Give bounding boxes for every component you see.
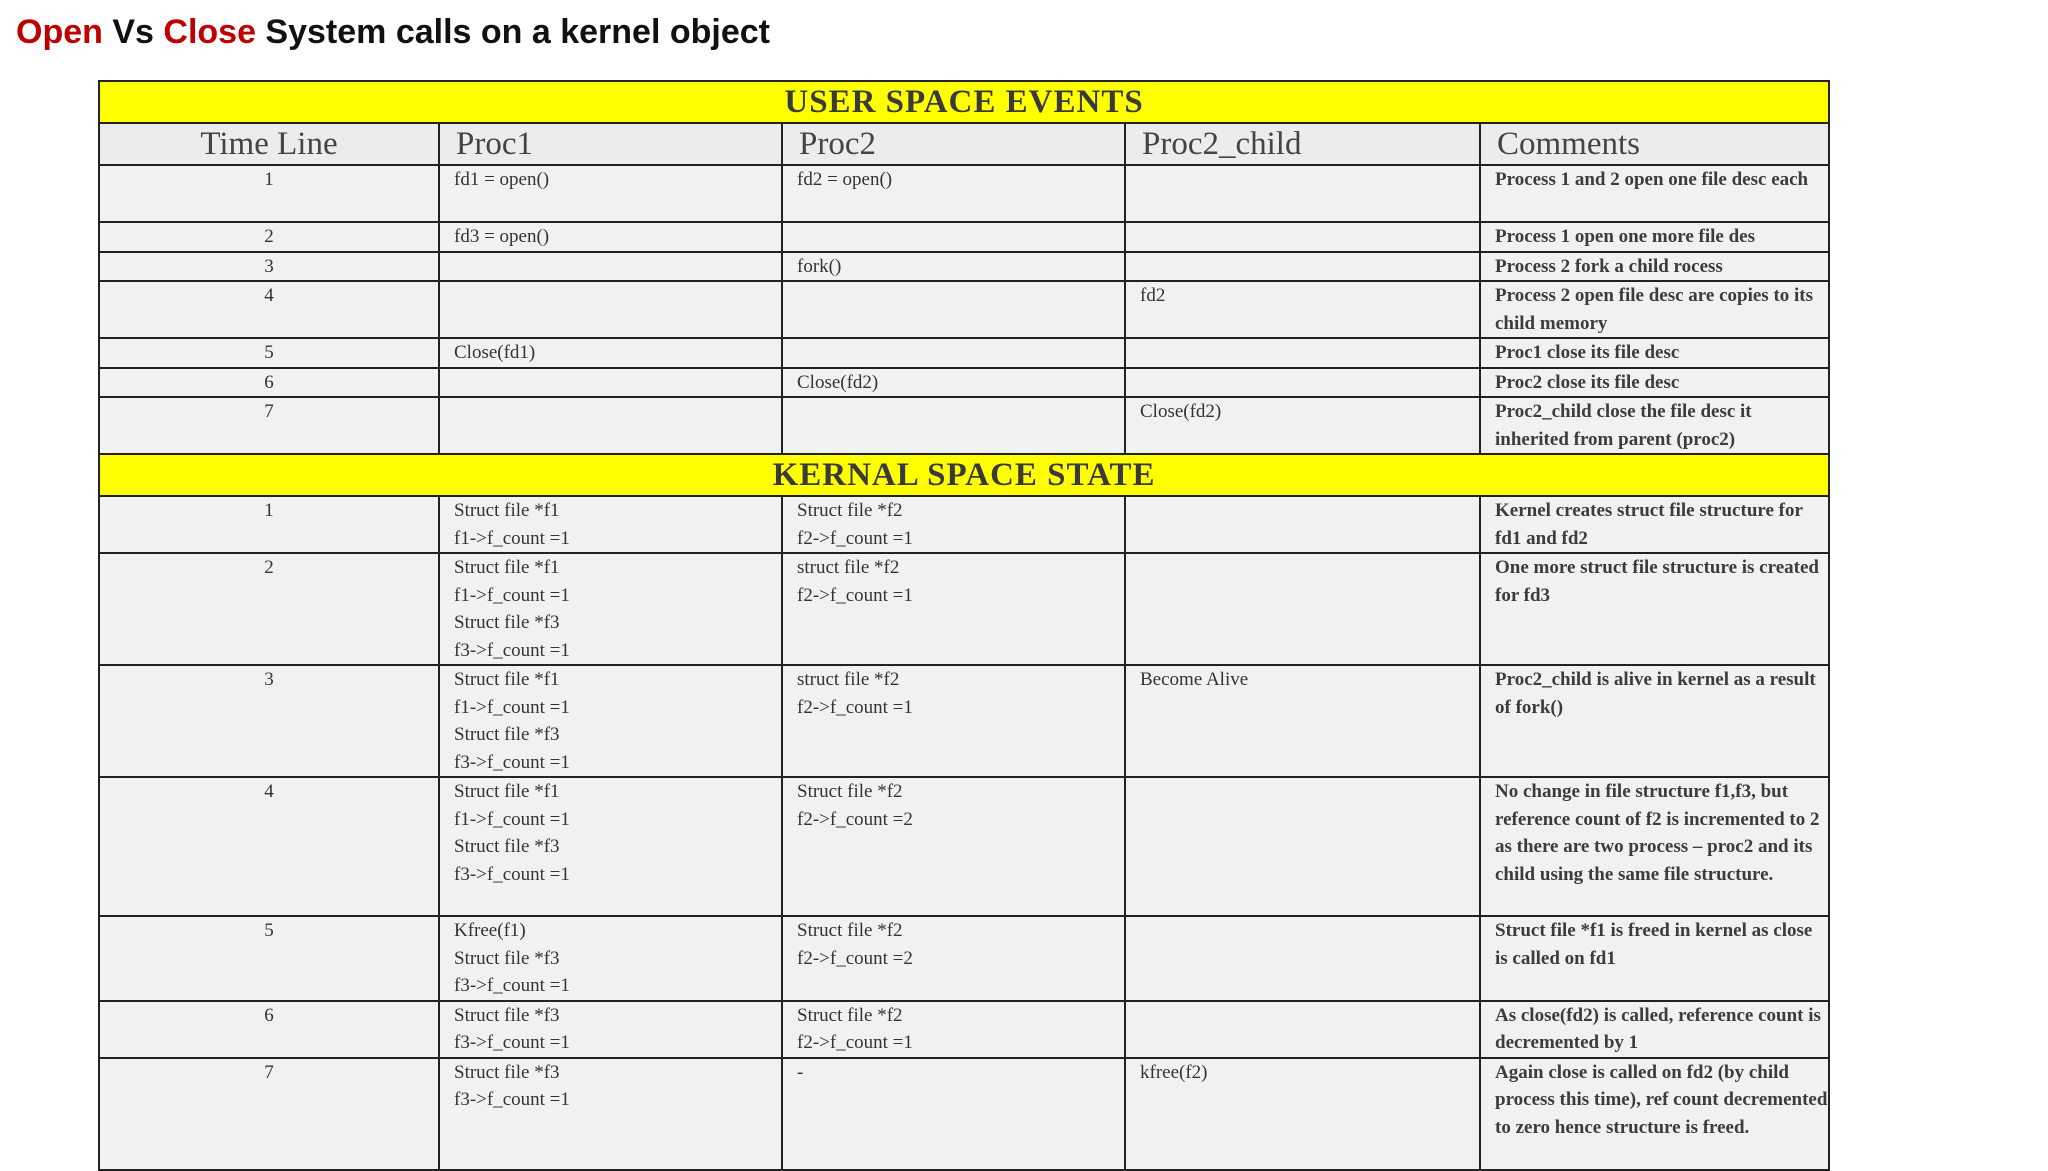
proc2-child-cell: fd2 (1125, 281, 1480, 338)
proc2-cell: fork() (782, 252, 1125, 282)
column-header-comments: Comments (1480, 123, 1829, 165)
proc1-cell: Struct file *f1 f1->f_count =1 (439, 496, 782, 553)
kernel-row-2 (99, 553, 1829, 665)
user-space-section-row (99, 81, 1829, 123)
time-cell: 5 (99, 338, 439, 368)
user-row-2 (99, 222, 1829, 252)
proc1-cell: Struct file *f1 f1->f_count =1 Struct file *f3 f3->f_count =1 (439, 553, 782, 665)
title-close-word: Close (163, 13, 256, 51)
comment-cell: Process 2 fork a child rocess (1480, 252, 1829, 282)
user-row-4 (99, 281, 1829, 338)
proc2-cell: Struct file *f2 f2->f_count =1 (782, 1001, 1125, 1058)
time-cell: 7 (99, 397, 439, 454)
comment-cell: Kernel creates struct file structure for fd1 and fd2 (1480, 496, 1829, 553)
column-header-proc2-child: Proc2_child (1125, 123, 1480, 165)
proc2-cell (782, 222, 1125, 252)
proc2-cell: fd2 = open() (782, 165, 1125, 222)
kernel-row-5 (99, 916, 1829, 1001)
proc1-cell (439, 397, 782, 454)
proc2-child-cell (1125, 338, 1480, 368)
title-open-word: Open (16, 13, 103, 51)
proc1-cell: fd1 = open() (439, 165, 782, 222)
comment-cell: Proc2 close its file desc (1480, 368, 1829, 398)
title-rest: System calls on a kernel object (255, 13, 770, 51)
proc1-cell: Struct file *f1 f1->f_count =1 Struct file *f3 f3->f_count =1 (439, 665, 782, 777)
time-cell: 4 (99, 281, 439, 338)
time-cell: 7 (99, 1058, 439, 1170)
proc2-cell: Struct file *f2 f2->f_count =1 (782, 496, 1125, 553)
proc2-cell (782, 281, 1125, 338)
proc2-cell: Struct file *f2 f2->f_count =2 (782, 916, 1125, 1001)
user-space-section-title: USER SPACE EVENTS (99, 81, 1829, 123)
proc1-cell (439, 368, 782, 398)
kernel-row-3 (99, 665, 1829, 777)
proc1-cell: Struct file *f3 f3->f_count =1 (439, 1001, 782, 1058)
comment-cell: No change in file structure f1,f3, but reference count of f2 is incremented to 2 as there are two process – proc2 and its child using the same file structure. (1480, 777, 1829, 916)
proc2-child-cell: kfree(f2) (1125, 1058, 1480, 1170)
proc2-child-cell (1125, 252, 1480, 282)
proc2-cell: Close(fd2) (782, 368, 1125, 398)
events-table-wrapper (98, 80, 1828, 1171)
column-header-row (99, 123, 1829, 165)
proc2-child-cell (1125, 553, 1480, 665)
proc2-child-cell (1125, 222, 1480, 252)
proc2-child-cell (1125, 777, 1480, 916)
proc2-child-cell (1125, 496, 1480, 553)
time-cell: 3 (99, 665, 439, 777)
time-cell: 6 (99, 1001, 439, 1058)
events-table (98, 80, 1830, 1171)
proc2-cell (782, 338, 1125, 368)
comment-cell: As close(fd2) is called, reference count is decremented by 1 (1480, 1001, 1829, 1058)
kernel-row-1 (99, 496, 1829, 553)
time-cell: 5 (99, 916, 439, 1001)
user-row-1 (99, 165, 1829, 222)
time-cell: 3 (99, 252, 439, 282)
comment-cell: Struct file *f1 is freed in kernel as close is called on fd1 (1480, 916, 1829, 1001)
proc2-child-cell (1125, 916, 1480, 1001)
proc2-child-cell (1125, 1001, 1480, 1058)
comment-cell: Proc2_child close the file desc it inherited from parent (proc2) (1480, 397, 1829, 454)
time-cell: 2 (99, 553, 439, 665)
title-vs-word: Vs (102, 13, 164, 51)
kernel-row-7 (99, 1058, 1829, 1170)
proc2-child-cell: Close(fd2) (1125, 397, 1480, 454)
proc1-cell: Close(fd1) (439, 338, 782, 368)
comment-cell: Proc2_child is alive in kernel as a result of fork() (1480, 665, 1829, 777)
user-row-7 (99, 397, 1829, 454)
comment-cell: Process 2 open file desc are copies to its child memory (1480, 281, 1829, 338)
slide-title (16, 6, 770, 58)
proc2-cell: struct file *f2 f2->f_count =1 (782, 553, 1125, 665)
proc1-cell: Kfree(f1) Struct file *f3 f3->f_count =1 (439, 916, 782, 1001)
comment-cell: Proc1 close its file desc (1480, 338, 1829, 368)
column-header-time-line: Time Line (99, 123, 439, 165)
time-cell: 1 (99, 165, 439, 222)
proc2-cell: - (782, 1058, 1125, 1170)
time-cell: 1 (99, 496, 439, 553)
kernel-space-section-row (99, 454, 1829, 496)
kernel-row-4 (99, 777, 1829, 916)
column-header-proc1: Proc1 (439, 123, 782, 165)
user-row-3 (99, 252, 1829, 282)
comment-cell: Process 1 and 2 open one file desc each (1480, 165, 1829, 222)
user-row-6 (99, 368, 1829, 398)
column-header-proc2: Proc2 (782, 123, 1125, 165)
time-cell: 6 (99, 368, 439, 398)
proc1-cell: fd3 = open() (439, 222, 782, 252)
proc1-cell: Struct file *f3 f3->f_count =1 (439, 1058, 782, 1170)
proc1-cell (439, 252, 782, 282)
proc2-cell: struct file *f2 f2->f_count =1 (782, 665, 1125, 777)
proc2-cell: Struct file *f2 f2->f_count =2 (782, 777, 1125, 916)
proc2-cell (782, 397, 1125, 454)
kernel-space-section-title: KERNAL SPACE STATE (99, 454, 1829, 496)
proc2-child-cell (1125, 368, 1480, 398)
proc1-cell (439, 281, 782, 338)
time-cell: 4 (99, 777, 439, 916)
comment-cell: Process 1 open one more file des (1480, 222, 1829, 252)
comment-cell: One more struct file structure is created for fd3 (1480, 553, 1829, 665)
proc2-child-cell: Become Alive (1125, 665, 1480, 777)
proc1-cell: Struct file *f1 f1->f_count =1 Struct file *f3 f3->f_count =1 (439, 777, 782, 916)
kernel-row-6 (99, 1001, 1829, 1058)
user-row-5 (99, 338, 1829, 368)
comment-cell: Again close is called on fd2 (by child process this time), ref count decremented to zero hence structure is freed. (1480, 1058, 1829, 1170)
proc2-child-cell (1125, 165, 1480, 222)
time-cell: 2 (99, 222, 439, 252)
